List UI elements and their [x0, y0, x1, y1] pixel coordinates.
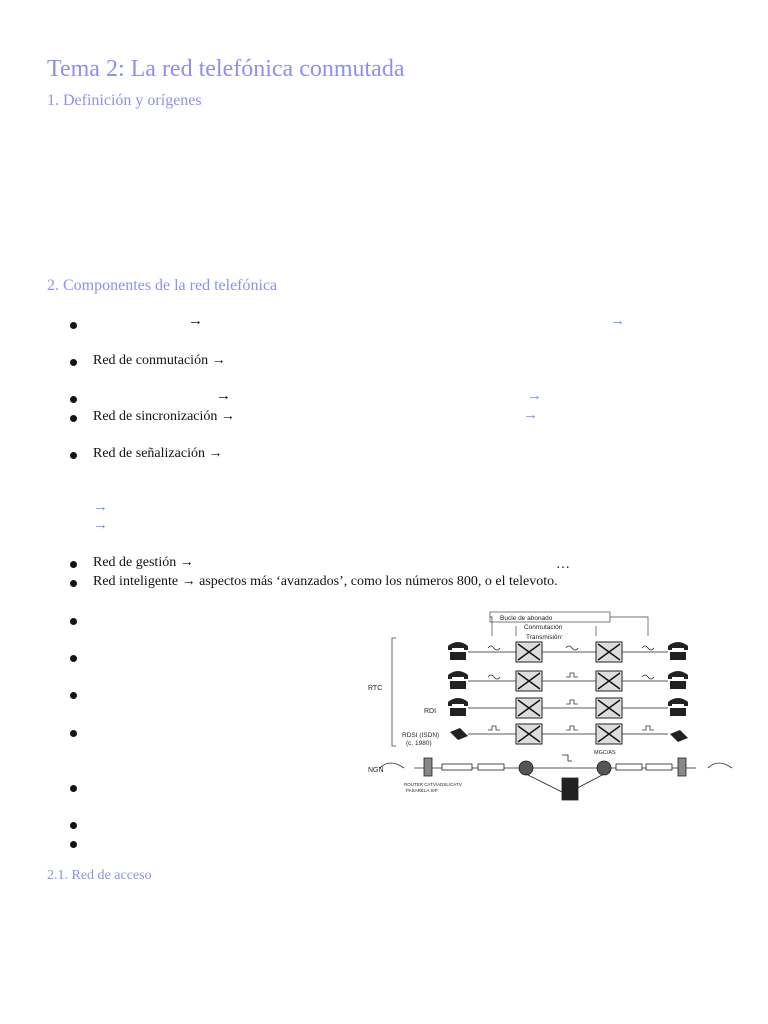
switch-boxes	[516, 642, 622, 744]
page-title: Tema 2: La red telefónica conmutada	[47, 56, 405, 82]
label-transmision: Transmisión	[526, 634, 562, 641]
arrow-sub-1: →	[93, 499, 108, 515]
section-heading-red-acceso: 2.1. Red de acceso	[47, 868, 152, 883]
bullet-10	[70, 692, 77, 699]
arrow-3b: →	[527, 388, 542, 404]
bullet-1	[70, 322, 77, 329]
bullet-text-conmutacion: Red de conmutación →	[93, 353, 226, 368]
bullet-2	[70, 359, 77, 366]
label-conmutacion: Conmutación	[524, 624, 563, 631]
bullet-3	[70, 396, 77, 403]
bullet-5	[70, 452, 77, 459]
bullet-text-sincronizacion: Red de sincronización →	[93, 409, 235, 424]
arrow-1b: →	[610, 313, 625, 329]
bullet-text-senalizacion: Red de señalización →	[93, 446, 223, 461]
label-router-1: ROUTER CATV/ADSL/CATV	[404, 782, 462, 787]
bullet-text-inteligente: Red inteligente → aspectos más ‘avanzados’, como los números 800, o el televoto.	[93, 574, 558, 589]
label-rdsi-year: (c. 1980)	[406, 740, 432, 747]
bullet-14	[70, 841, 77, 848]
bullet-6	[70, 561, 77, 568]
network-diagram	[366, 608, 736, 808]
arrow-3a: →	[216, 388, 231, 404]
phone-icons	[448, 642, 688, 742]
label-ngn: NGN	[368, 767, 384, 774]
bullet-7	[70, 580, 77, 587]
bullet-13	[70, 822, 77, 829]
label-bucle: Bucle de abonado	[500, 615, 553, 622]
bullet-12	[70, 785, 77, 792]
arrow-4b: →	[523, 407, 538, 423]
bullet-11	[70, 730, 77, 737]
label-rtc: RTC	[368, 685, 383, 692]
label-rdi: RDI	[424, 708, 437, 715]
arrow-1a: →	[188, 313, 203, 329]
ngn-row	[380, 755, 732, 800]
bullet-9	[70, 655, 77, 662]
arrow-sub-2: →	[93, 517, 108, 533]
bullet-8	[70, 618, 77, 625]
ellipsis: …	[556, 557, 570, 572]
label-router-2: PASARELA SIP	[406, 788, 438, 793]
bullet-4	[70, 415, 77, 422]
label-mgcias: MGC/AS	[594, 750, 616, 756]
section-heading-definicion: 1. Definición y orígenes	[47, 92, 202, 109]
section-heading-componentes: 2. Componentes de la red telefónica	[47, 277, 278, 294]
label-rdsi: RDSI (ISDN)	[402, 732, 440, 739]
bullet-text-gestion: Red de gestión →	[93, 555, 194, 570]
